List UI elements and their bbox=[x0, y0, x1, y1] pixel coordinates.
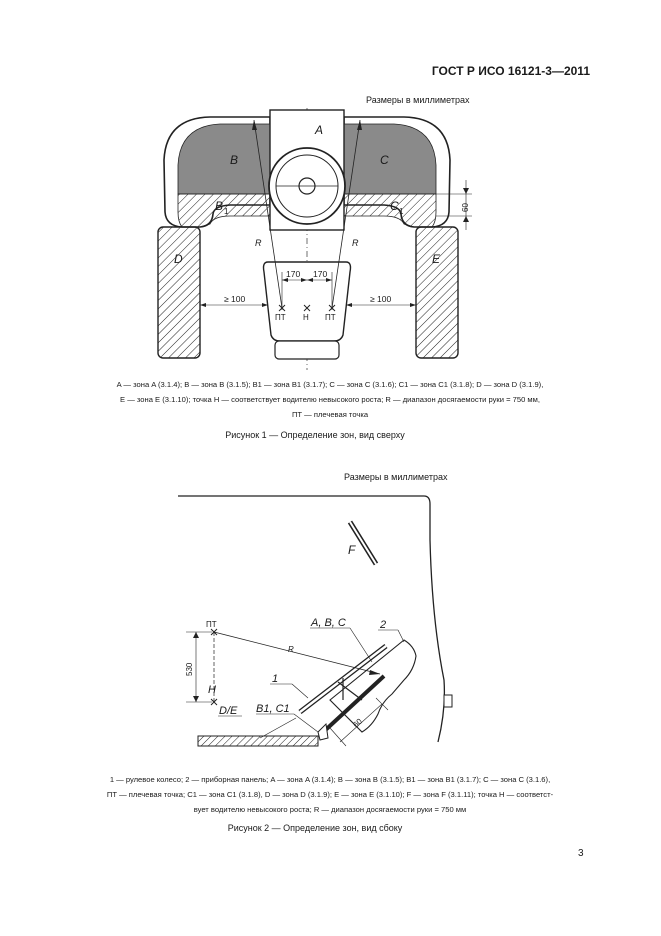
label-zone-d: D bbox=[174, 252, 183, 266]
label-zone-c1: C bbox=[390, 199, 399, 213]
figure2-caption: Рисунок 2 — Определение зон, вид сбоку bbox=[227, 823, 403, 833]
label-zone-f: F bbox=[348, 543, 356, 557]
label-zone-c1-sub: 1 bbox=[399, 207, 404, 216]
figure2-legend bbox=[40, 772, 620, 817]
dim-ge100-right: ≥ 100 bbox=[370, 294, 392, 304]
label-b1c1: B1, C1 bbox=[256, 703, 290, 715]
page-number: 3 bbox=[578, 848, 584, 859]
seat-base bbox=[275, 341, 339, 359]
figure1-legend-line-3: ПТ — плечевая точка bbox=[291, 410, 369, 419]
label-pt-left: ПТ bbox=[275, 313, 286, 322]
dim-170-left: 170 bbox=[286, 269, 301, 279]
label-h-side: H bbox=[208, 684, 216, 696]
label-zone-c: C bbox=[380, 153, 389, 167]
figure1-legend bbox=[40, 377, 620, 422]
figure2-legend-line-2: ПТ — плечевая точка; C1 — зона C1 (3.1.8), D — зона D (3.1.9); E — зона E (3.1.10); F — зона F (3.1.11); точка H — соответст- bbox=[106, 790, 554, 799]
label-h: H bbox=[303, 313, 309, 322]
label-pt-right: ПТ bbox=[325, 313, 336, 322]
figure2-units-note: Размеры в миллиметрах bbox=[344, 472, 448, 482]
figure2-diagram bbox=[0, 480, 661, 770]
label-zone-a: A bbox=[315, 123, 324, 137]
cab-latch bbox=[444, 695, 452, 707]
label-reach-side: R bbox=[288, 645, 294, 654]
floor-zone-de bbox=[198, 736, 318, 746]
label-zone-e: E bbox=[432, 252, 441, 266]
label-reach-left: R bbox=[255, 238, 262, 248]
dim-60-fig2: 60 bbox=[351, 716, 364, 730]
dim-170-right: 170 bbox=[313, 269, 328, 279]
figure1-caption: Рисунок 1 — Определение зон, вид сверху bbox=[225, 430, 405, 440]
label-pt-side: ПТ bbox=[206, 620, 217, 629]
label-zone-b1: B bbox=[215, 199, 224, 213]
figure2-legend-line-1: 1 — рулевое колесо; 2 — приборная панель; A — зона A (3.1.4); B — зона B (3.1.5); B1 — зона B1 (3.1.7); C — зона C (3.1.6), bbox=[109, 775, 551, 784]
figure1-legend-line-2: E — зона E (3.1.10); точка H — соответствует водителю невысокого роста; R — диапазон досягаемости руки = 750 мм, bbox=[120, 395, 540, 404]
label-zone-b1-sub: 1 bbox=[224, 207, 229, 216]
label-de: D/E bbox=[219, 705, 238, 717]
label-zone-b: B bbox=[230, 153, 239, 167]
dim-60-fig1: 60 bbox=[461, 203, 470, 212]
zone-d-area bbox=[158, 227, 200, 358]
label-abc: A, B, C bbox=[311, 617, 346, 629]
document-header: ГОСТ Р ИСО 16121-3—2011 bbox=[431, 64, 590, 78]
dim-530: 530 bbox=[185, 662, 194, 676]
label-reach-right: R bbox=[352, 238, 359, 248]
label-dashboard-num: 2 bbox=[380, 619, 387, 631]
zone-e-area bbox=[416, 227, 458, 358]
dim-ge100-left: ≥ 100 bbox=[224, 294, 246, 304]
figure1-units-note: Размеры в миллиметрах bbox=[366, 95, 470, 105]
figure2-legend-line-3: вует водителю невысокого роста; R — диапазон досягаемости руки = 750 мм bbox=[193, 805, 467, 814]
figure1-legend-line-1: A — зона A (3.1.4); B — зона B (3.1.5); B1 — зона B1 (3.1.7); C — зона C (3.1.6); C1 — зона C1 (3.1.8); D — зона D (3.1.9), bbox=[116, 380, 544, 389]
reach-line-side bbox=[214, 632, 380, 674]
label-wheel-num: 1 bbox=[272, 673, 279, 685]
